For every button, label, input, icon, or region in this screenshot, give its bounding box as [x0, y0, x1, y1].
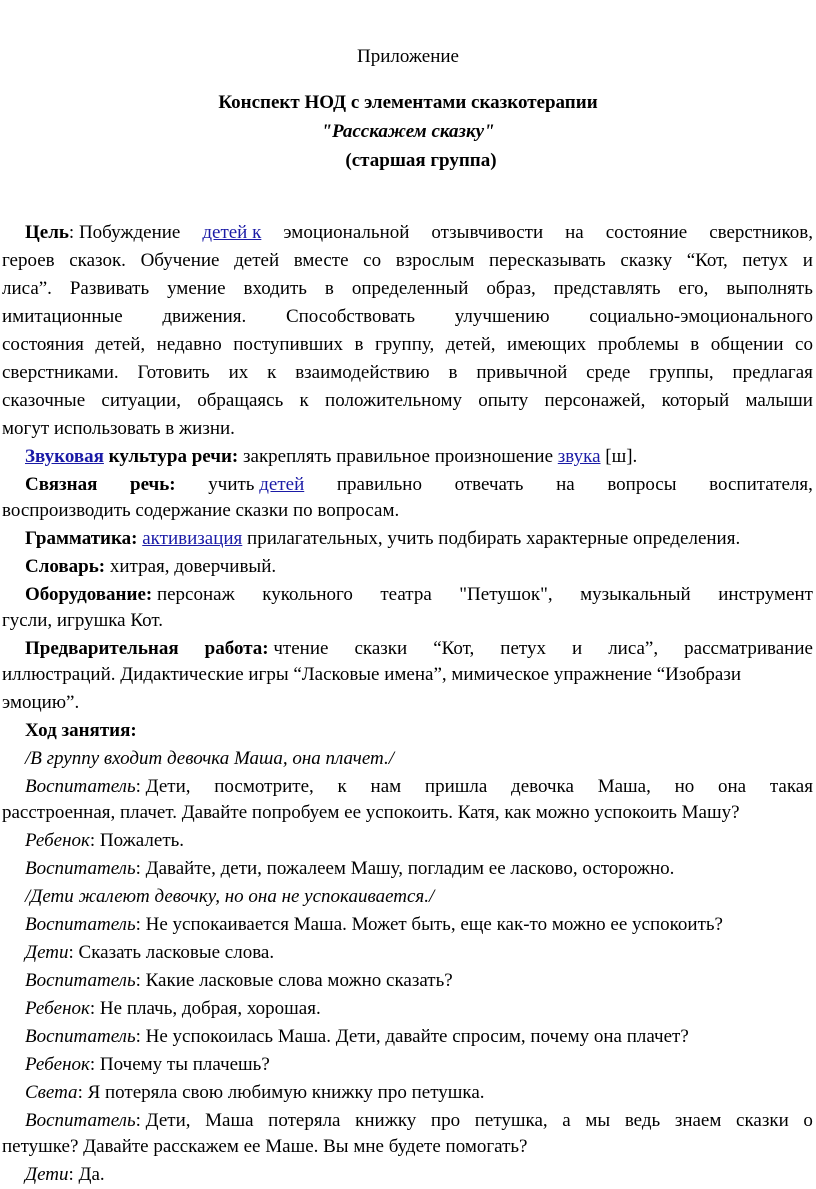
document-title: Конспект НОД с элементами сказкотерапии [218, 92, 598, 113]
dialog-line-10 [0, 1024, 816, 1050]
dialog-line-11 [0, 1052, 816, 1078]
document-subtitle: "Расскажем сказку" [321, 121, 495, 142]
word: сказки [736, 1110, 789, 1131]
word: книжку [355, 1110, 417, 1131]
speaker-label: Воспитатель [25, 970, 136, 991]
speaker-label: Дети [25, 1164, 69, 1185]
word: положительному [325, 390, 462, 411]
link-sound-culture[interactable]: Звуковая [25, 446, 104, 467]
prep-line-1 [25, 636, 813, 662]
dialog-text: : Да. [68, 1164, 105, 1185]
dialog-line-3 [0, 828, 816, 854]
word: чтение [273, 638, 329, 659]
word: девочка [511, 776, 574, 797]
word: персонажей, [544, 390, 646, 411]
speaker-label: Ребенок [25, 1054, 90, 1075]
link-children-2[interactable]: детей [259, 474, 305, 495]
word: кукольного [262, 584, 353, 605]
vocab-label: Словарь: [25, 556, 106, 577]
word: социально-эмоционального [589, 306, 813, 327]
stage-direction-2: /Дети жалеют девочку, но она не успокаивается./ [25, 886, 435, 907]
dialog-line-7 [0, 940, 816, 966]
goal-line-2 [2, 248, 813, 274]
lesson-heading: Ход занятия: [25, 720, 137, 741]
word: Готовить [137, 362, 210, 383]
word: Маша [205, 1110, 254, 1131]
dialog-text: : Давайте, дети, пожалеем Машу, погладим ее ласково, осторожно. [135, 858, 675, 879]
speaker-label: Воспитатель [25, 858, 136, 879]
word: опыту [478, 390, 529, 411]
goal-line-3 [2, 276, 813, 302]
word: в [354, 334, 364, 355]
word: сказку [620, 250, 673, 271]
word: вместе [293, 250, 349, 271]
goal-line-8: могут использовать в жизни. [2, 418, 235, 439]
word: рассматривание [684, 638, 813, 659]
word: отзывчивости [431, 222, 544, 243]
word: персонаж [156, 584, 235, 605]
word: Обучение [140, 250, 220, 271]
word: посмотрите, [214, 776, 314, 797]
word: Маша, [597, 776, 651, 797]
word: сверстников, [709, 222, 813, 243]
word: она [718, 776, 747, 797]
word: на [556, 474, 575, 495]
word: со [363, 250, 382, 271]
dialog-line-4 [0, 856, 816, 882]
word: Дети, [145, 1110, 191, 1131]
word: группы, [649, 362, 714, 383]
speaker-label: Дети [25, 942, 69, 963]
dialog-line-2: Воспитатель: Дети, посмотрите, к нам пришла девочка Маша, но она такая [25, 774, 813, 800]
word: улучшению [454, 306, 550, 327]
word: о [803, 1110, 813, 1131]
word: движения. [162, 306, 247, 327]
word: состояния [2, 334, 84, 355]
word: лиса”. [2, 278, 52, 299]
word: взрослым [395, 250, 475, 271]
word: недавно [156, 334, 222, 355]
word: Побуждение [78, 222, 181, 243]
word: детей [234, 250, 280, 271]
dialog-line-2b: расстроенная, плачет. Давайте попробуем ее успокоить. Катя, как можно успокоить Машу? [2, 802, 740, 823]
word: мы [585, 1110, 611, 1131]
word: ситуации, [101, 390, 181, 411]
goal-label: Цель [25, 222, 69, 243]
word: эмоциональной [283, 222, 410, 243]
link-children[interactable]: детей к [202, 222, 262, 243]
word: детей, [445, 334, 496, 355]
dialog-line-8 [0, 968, 816, 994]
word: петух [742, 250, 789, 271]
word: вопросы [607, 474, 677, 495]
word: такая [769, 776, 813, 797]
dialog-line-13b: петушке? Давайте расскажем ее Маше. Вы мне будете помогать? [2, 1136, 528, 1157]
word: определенный [351, 278, 469, 299]
word: знаем [674, 1110, 722, 1131]
dialog-text: : Я потеряла свою любимую книжку про петушка. [77, 1082, 485, 1103]
word: выполнять [726, 278, 813, 299]
word: пересказывать [488, 250, 606, 271]
word: его, [678, 278, 709, 299]
word: к [299, 390, 309, 411]
dialog-text: : Не успокоилась Маша. Дети, давайте спросим, почему она плачет? [135, 1026, 689, 1047]
word: малыши [745, 390, 813, 411]
prep-line-3: эмоцию”. [2, 692, 80, 713]
word: привычной [476, 362, 568, 383]
word: про [430, 1110, 461, 1131]
word: сказки [354, 638, 408, 659]
dialog-line-13: Воспитатель: Дети, Маша потеряла книжку про петушка, а мы ведь знаем сказки о [25, 1108, 813, 1134]
word: в [448, 362, 458, 383]
word: на [565, 222, 584, 243]
goal-line-7 [2, 388, 813, 414]
word: Развивать [69, 278, 150, 299]
dialog-text: : Пожалеть. [89, 830, 185, 851]
speaker-label: Света [25, 1082, 78, 1103]
word: поступивших [233, 334, 343, 355]
word: умение [167, 278, 226, 299]
word: сверстниками. [2, 362, 119, 383]
word: взаимодействию [295, 362, 430, 383]
equipment-line-2: гусли, игрушка Кот. [2, 610, 163, 631]
sound-label: культура речи: [103, 446, 239, 467]
word: проблемы [597, 334, 679, 355]
prep-label-1: Предварительная [25, 638, 179, 659]
word: "Петушок", [459, 584, 553, 605]
speaker-label: Воспитатель [25, 776, 136, 797]
word: и [802, 250, 813, 271]
speaker-label: Воспитатель [25, 1110, 136, 1131]
word: пришла [424, 776, 488, 797]
grammar-line [0, 526, 816, 552]
goal-line-5 [2, 332, 813, 358]
word: “Кот, [686, 250, 728, 271]
goal-line-1: Цель: Побуждение детей к эмоциональной отзывчивости на состояние сверстников, [25, 220, 813, 246]
group-label: (старшая группа) [345, 150, 497, 171]
grammar-label: Грамматика: [25, 528, 138, 549]
word: музыкальный [580, 584, 691, 605]
sound-culture-line [0, 444, 816, 470]
word: имитационные [2, 306, 123, 327]
word: сказочные [2, 390, 86, 411]
word: потеряла [268, 1110, 341, 1131]
vocab-line [0, 554, 816, 580]
speaker-label: Ребенок [25, 998, 90, 1019]
stage-direction-1: /В группу входит девочка Маша, она плачет./ [25, 748, 395, 769]
dialog-line-9 [0, 996, 816, 1022]
speech-label-1: Связная [25, 474, 98, 495]
word: воспитателя, [709, 474, 813, 495]
word: театра [380, 584, 432, 605]
word: представлять [553, 278, 661, 299]
appendix-label: Приложение [357, 46, 459, 67]
word: группу, [375, 334, 435, 355]
speaker-label: Воспитатель [25, 1026, 136, 1047]
word: “Кот, [433, 638, 475, 659]
word: общении [710, 334, 784, 355]
word: имеющих [507, 334, 587, 355]
speaker-label: Воспитатель [25, 914, 136, 935]
prep-label-2: работа: [204, 638, 269, 659]
word: Дети, [145, 776, 191, 797]
word: инструмент [718, 584, 813, 605]
word: образ, [486, 278, 536, 299]
dialog-text: : Не плачь, добрая, хорошая. [89, 998, 321, 1019]
dialog-text: : Почему ты плачешь? [89, 1054, 270, 1075]
speaker-label: Ребенок [25, 830, 90, 851]
prep-line-2: иллюстраций. Дидактические игры “Ласковые имена”, мимическое упражнение “Изобрази [2, 664, 742, 685]
word: нам [370, 776, 402, 797]
vocab-text: хитрая, доверчивый. [105, 556, 277, 577]
speech-line-2: воспроизводить содержание сказки по вопросам. [2, 500, 400, 521]
word: но [674, 776, 695, 797]
dialog-line-14 [0, 1162, 816, 1188]
word: в [324, 278, 334, 299]
word: петух [500, 638, 546, 659]
dialog-text: : Какие ласковые слова можно сказать? [135, 970, 453, 991]
word: детей, [95, 334, 146, 355]
word: в [690, 334, 700, 355]
word: среде [586, 362, 631, 383]
goal-line-6 [2, 360, 813, 386]
word: к [337, 776, 347, 797]
word: предлагая [732, 362, 813, 383]
word: петушка, [474, 1110, 548, 1131]
word: лиса”, [608, 638, 659, 659]
word: их [228, 362, 249, 383]
word: который [661, 390, 730, 411]
word: Способствовать [285, 306, 416, 327]
speech-line-1 [25, 472, 813, 498]
word: а [562, 1110, 571, 1131]
sound-text: закреплять правильное произношение [238, 446, 558, 467]
equipment-label: Оборудование: [25, 584, 153, 605]
word: правильно [336, 474, 422, 495]
word: сказок. [69, 250, 126, 271]
word: героев [2, 250, 55, 271]
word: со [795, 334, 813, 355]
link-activation[interactable]: активизация [142, 528, 243, 549]
word: входить [243, 278, 307, 299]
word: учить [208, 474, 255, 495]
sound-text-end: [ш]. [600, 446, 638, 467]
grammar-text: прилагательных, учить подбирать характерные определения. [242, 528, 741, 549]
word: состояние [605, 222, 688, 243]
speech-label-2: речь: [130, 474, 176, 495]
word: обращаясь [197, 390, 284, 411]
word: к [267, 362, 277, 383]
dialog-text: : Сказать ласковые слова. [68, 942, 275, 963]
link-sound[interactable]: звука [557, 446, 601, 467]
word: и [571, 638, 583, 659]
dialog-line-12 [0, 1080, 816, 1106]
dialog-line-6 [0, 912, 816, 938]
word: ведь [624, 1110, 661, 1131]
word: отвечать [454, 474, 524, 495]
dialog-text: : Не успокаивается Маша. Может быть, еще как-то можно ее успокоить? [135, 914, 723, 935]
equipment-line-1 [25, 582, 813, 608]
goal-line-4 [2, 304, 813, 330]
